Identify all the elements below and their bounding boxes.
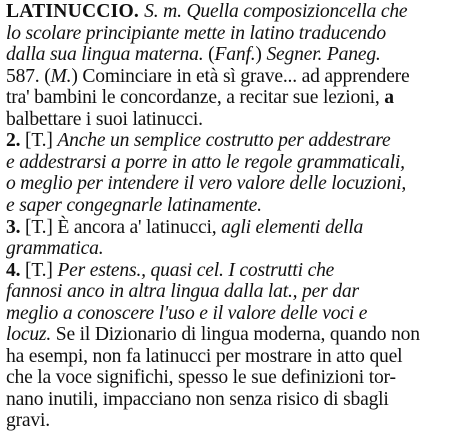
text-segment: Anche un semplice costrutto per addestrare <box>57 130 391 152</box>
text-line <box>6 66 409 88</box>
text-line <box>6 87 394 109</box>
text-line <box>6 238 103 260</box>
text-segment: e addestrarsi a porre in atto le regole grammaticali, <box>6 151 405 173</box>
text-line <box>6 324 420 346</box>
text-segment: e saper congegnarle latinamente. <box>6 194 262 216</box>
text-segment: 2. <box>6 130 25 152</box>
text-segment: ) Cominciare in età sì grave... ad apprendere <box>71 65 410 87</box>
text-segment: a <box>384 87 394 109</box>
text-line <box>6 109 203 131</box>
text-line <box>6 260 334 282</box>
text-line <box>6 44 381 66</box>
text-segment: ) <box>255 44 267 66</box>
text-segment: grammatica. <box>6 238 104 260</box>
text-segment: Segner. Paneg. <box>266 44 381 66</box>
text-segment: [T.] È ancora a' latinucci, <box>25 216 222 238</box>
text-segment: nano inutili, impacciano non senza risico di sbagli <box>6 388 389 410</box>
text-segment: meglio a conoscere l'uso e il valore delle voci e <box>6 302 368 324</box>
text-segment: [T.] <box>25 130 58 152</box>
text-line <box>6 152 405 174</box>
text-line <box>6 410 50 432</box>
text-line <box>6 367 396 389</box>
text-segment: lo scolare principiante mette in latino traducendo <box>6 22 386 44</box>
text-segment: 3. <box>6 216 25 238</box>
text-segment: tra' bambini le concordanze, a recitar sue lezioni, <box>6 87 385 109</box>
text-segment: fannosi anco in altra lingua dalla lat., per dar <box>6 281 359 303</box>
text-segment: agli elementi della <box>221 216 364 238</box>
text-line <box>6 217 363 239</box>
text-line <box>6 173 406 195</box>
text-segment: locuz. <box>6 324 56 346</box>
text-line <box>6 195 262 217</box>
text-segment: 4. <box>6 259 25 281</box>
text-line <box>6 1 407 23</box>
text-line <box>6 130 391 152</box>
text-segment: Fanf. <box>214 44 256 66</box>
text-segment: dalla sua lingua materna. <box>6 44 209 66</box>
text-segment: [T.] <box>25 259 58 281</box>
text-line <box>6 389 389 411</box>
text-line <box>6 23 386 45</box>
text-segment: ( <box>208 44 215 66</box>
text-line <box>6 346 402 368</box>
text-segment: che la voce significhi, spesso le sue definizioni tor- <box>6 367 396 389</box>
text-segment: Per estens., quasi cel. I costrutti che <box>57 259 335 281</box>
text-segment: Se il Dizionario di lingua moderna, quando non <box>55 324 420 346</box>
text-segment: gravi. <box>6 410 50 432</box>
text-segment: o meglio per intendere il vero valore delle locuzioni, <box>6 173 407 195</box>
text-line <box>6 303 367 325</box>
text-segment: ha esempi, non fa latinucci per mostrare in atto quel <box>6 345 403 367</box>
text-line <box>6 281 359 303</box>
text-segment: 587. ( <box>6 65 51 87</box>
text-segment: M. <box>50 65 72 87</box>
text-segment: S. m. Quella composizioncella che <box>144 1 408 22</box>
text-segment: balbettare i suoi latinucci. <box>6 108 203 130</box>
headword: LATINUCCIO. <box>6 1 145 22</box>
